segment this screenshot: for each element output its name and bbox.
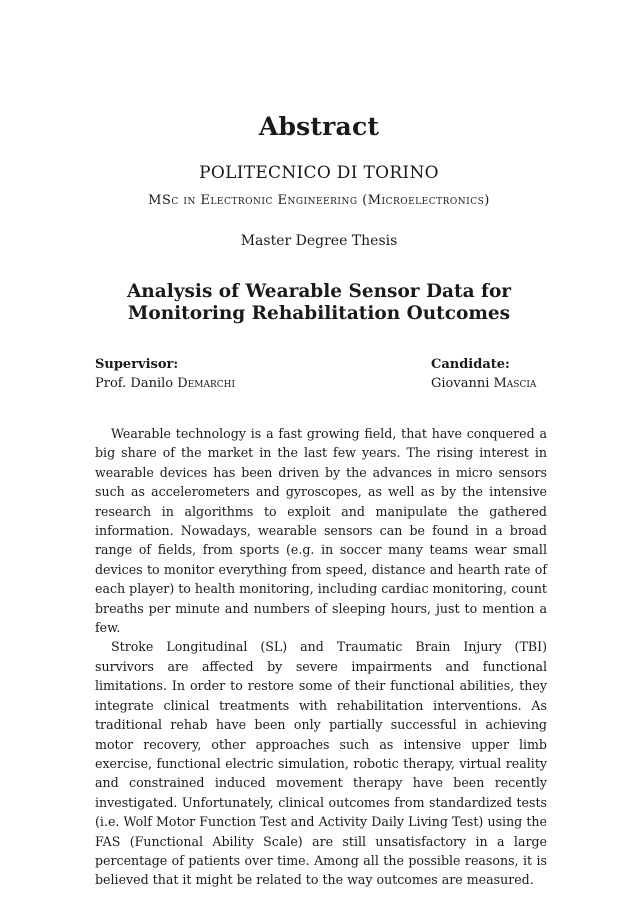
candidate-label: Candidate: bbox=[431, 357, 510, 372]
page-heading: Abstract bbox=[258, 112, 380, 141]
abstract-body bbox=[95, 424, 547, 890]
thesis-type: Master Degree Thesis bbox=[240, 233, 398, 249]
supervisor-block bbox=[95, 355, 235, 393]
candidate-prefix: Giovanni bbox=[431, 376, 494, 391]
candidate-name bbox=[431, 374, 536, 393]
supervisor-label: Supervisor: bbox=[95, 357, 179, 372]
supervisor-surname: Demarchi bbox=[177, 376, 236, 391]
thesis-title: Analysis of Wearable Sensor Data for Monitoring Rehabilitation Outcomes bbox=[126, 281, 512, 324]
degree-program: MSc in Electronic Engineering (Microelectronics) bbox=[148, 193, 490, 208]
abstract-paragraph: Wearable technology is a fast growing field, that have conquered a big share of the market in the last few years. The rising interest in wearable devices has been driven by the advances in micro sensors such as accelerometers and gyroscopes, as well as by the intensive research in algorithms to exploit and manipulate the gathered information. Nowadays, wearable sensors can be found in a broad range of fields, from sports (e.g. in soccer many teams wear small devices to monitor everything from speed, distance and hearth rate of each player) to health monitoring, including cardiac monitoring, count breaths per minute and numbers of sleeping hours, just to mention a few. bbox=[95, 426, 547, 636]
candidate-surname: Mascia bbox=[493, 376, 537, 391]
university-name: POLITECNICO DI TORINO bbox=[199, 163, 439, 183]
supervisor-name bbox=[95, 374, 235, 393]
supervisor-prefix: Prof. Danilo bbox=[95, 376, 178, 391]
candidate-block bbox=[431, 355, 536, 393]
abstract-paragraph: Stroke Longitudinal (SL) and Traumatic Brain Injury (TBI) survivors are affected by severe impairments and functional limitations. In order to restore some of their functional abilities, they integrate clinical treatments with rehabilitation interventions. As traditional rehab have been only partially successful in achieving motor recovery, other approaches such as intensive upper limb exercise, functional electric simulation, robotic therapy, virtual reality and constrained induced movement therapy have been recently investigated. Unfortunately, clinical outcomes from standardized tests (i.e. Wolf Motor Function Test and Activity Daily Living Test) using the FAS (Functional Ability Scale) are still unsatisfactory in a large percentage of patients over time. Among all the possible reasons, it is believed that it might be related to the way outcomes are measured. bbox=[95, 639, 547, 888]
